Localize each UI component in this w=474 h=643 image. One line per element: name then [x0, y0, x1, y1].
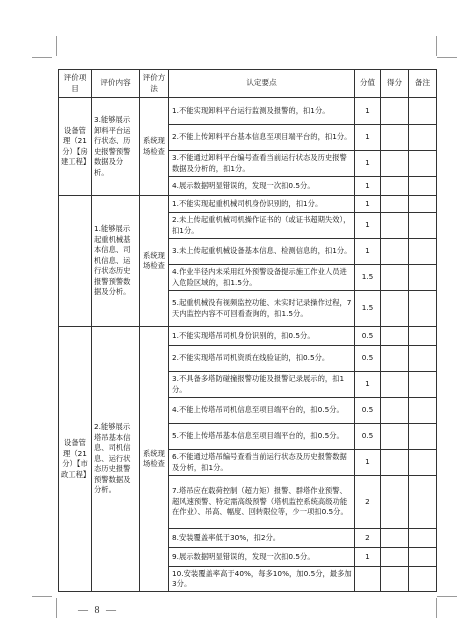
- remark-cell: [409, 346, 437, 372]
- score-cell: 1: [355, 548, 381, 567]
- remark-cell: [409, 450, 437, 476]
- criterion-cell: 1.不能实现塔吊司机身份识别的，扣0.5分。: [169, 327, 355, 346]
- header-content: 评价内容: [92, 70, 140, 98]
- criterion-cell: 4.展示数据明显错误的，发现一次扣0.5分。: [169, 177, 355, 196]
- earned-cell: [381, 398, 409, 424]
- criterion-cell: 3.不具备多塔防碰撞报警功能及报警记录展示的，扣1分。: [169, 372, 355, 398]
- earned-cell: [381, 476, 409, 529]
- evaluation-table: [58, 69, 437, 592]
- criterion-cell: 2.不能实现塔吊司机资质在线验证的，扣0.5分。: [169, 346, 355, 372]
- earned-cell: [381, 291, 409, 327]
- table-row: [59, 327, 437, 346]
- remark-cell: [409, 239, 437, 265]
- crop-mark-top-left: [32, 57, 52, 58]
- earned-cell: [381, 567, 409, 592]
- method-cell: 系统现场检查: [140, 98, 169, 196]
- criterion-cell: 1.不能实现卸料平台运行监测及报警的，扣1分。: [169, 98, 355, 125]
- criterion-cell: 4.作业半径内未采用红外预警设备提示施工作业人员进入危险区域的，扣1.5分。: [169, 265, 355, 291]
- table-header-row: [59, 70, 437, 98]
- earned-cell: [381, 98, 409, 125]
- criterion-cell: 5.不能上传塔吊基本信息至项目端平台的，扣0.5分。: [169, 424, 355, 450]
- earned-cell: [381, 239, 409, 265]
- criterion-cell: 4.不能上传塔吊司机信息至项目端平台的，扣0.5分。: [169, 398, 355, 424]
- crop-mark-bottom-right: [436, 598, 437, 618]
- criterion-cell: 2.不能上传卸料平台基本信息至项目端平台的，扣1分。: [169, 125, 355, 151]
- project-cell: 设备管理（21分）【房建工程】: [59, 98, 92, 196]
- remark-cell: [409, 125, 437, 151]
- header-score: 分值: [355, 70, 381, 98]
- score-cell: 2: [355, 529, 381, 548]
- table-row: [59, 196, 437, 213]
- criterion-cell: 5.起重机械没有视频监控功能、未实时记录操作过程，7天内监控内容不可回看查询的，扣1.5分。: [169, 291, 355, 327]
- score-cell: 0.5: [355, 398, 381, 424]
- earned-cell: [381, 196, 409, 213]
- header-project: 评价项目: [59, 70, 92, 98]
- header-earned: 得分: [381, 70, 409, 98]
- score-cell: 0.5: [355, 327, 381, 346]
- earned-cell: [381, 346, 409, 372]
- remark-cell: [409, 196, 437, 213]
- criterion-cell: 3.未上传起重机械设备基本信息、检测信息的，扣1分。: [169, 239, 355, 265]
- remark-cell: [409, 98, 437, 125]
- criterion-cell: 7.塔吊应在载荷控制（超力矩）报警、群塔作业预警、超风速预警、特定需高级预警（塔机监控系统高级功能在作业）、吊高、幅度、回转限位等，少一项扣0.5分。: [169, 476, 355, 529]
- earned-cell: [381, 529, 409, 548]
- criterion-cell: 1.不能实现起重机械司机身份识别的，扣1分。: [169, 196, 355, 213]
- content-cell: 2.能够展示塔吊基本信息、司机信息、运行状态历史报警预警数据及分析。: [92, 327, 140, 592]
- remark-cell: [409, 151, 437, 177]
- score-cell: 0.5: [355, 346, 381, 372]
- method-cell: 系统现场检查: [140, 327, 169, 592]
- remark-cell: [409, 567, 437, 592]
- remark-cell: [409, 476, 437, 529]
- score-cell: 1: [355, 196, 381, 213]
- criterion-cell: 2.未上传起重机械司机操作证书的（或证书超期失效），扣1分。: [169, 213, 355, 239]
- project-cell-continued: [59, 196, 92, 327]
- criterion-cell: 6.不能通过塔吊编号查看当前运行状态及历史报警数据及分析，扣1分。: [169, 450, 355, 476]
- crop-mark-top-left: [56, 36, 57, 56]
- content-cell: 1.能够展示起重机械基本信息、司机信息、运行状态历史报警预警数据及分析。: [92, 196, 140, 327]
- crop-mark-top-right: [436, 36, 437, 56]
- score-cell: 2: [355, 476, 381, 529]
- score-cell: 0.5: [355, 424, 381, 450]
- score-cell: 1: [355, 125, 381, 151]
- remark-cell: [409, 177, 437, 196]
- criterion-cell: 3.不能通过卸料平台编号查看当前运行状态及历史报警数据及分析的，扣1分。: [169, 151, 355, 177]
- crop-mark-bottom-left: [32, 596, 52, 597]
- header-key-points: 认定要点: [169, 70, 355, 98]
- score-cell: 1: [355, 177, 381, 196]
- criterion-cell: 10.安装覆盖率高于40%，每多10%，加0.5分，最多加3分。: [169, 567, 355, 592]
- score-cell: [355, 567, 381, 592]
- score-cell: 1: [355, 450, 381, 476]
- table-row: [59, 98, 437, 125]
- remark-cell: [409, 398, 437, 424]
- earned-cell: [381, 265, 409, 291]
- score-cell: 1.5: [355, 265, 381, 291]
- remark-cell: [409, 291, 437, 327]
- project-cell: 设备管理（21分）【市政工程】: [59, 327, 92, 592]
- remark-cell: [409, 213, 437, 239]
- crop-mark-bottom-left: [56, 598, 57, 618]
- score-cell: 1: [355, 213, 381, 239]
- score-cell: 1: [355, 151, 381, 177]
- earned-cell: [381, 548, 409, 567]
- earned-cell: [381, 424, 409, 450]
- earned-cell: [381, 151, 409, 177]
- content-cell: 3.能够展示卸料平台运行状态、历史报警预警数据及分析。: [92, 98, 140, 196]
- remark-cell: [409, 327, 437, 346]
- earned-cell: [381, 372, 409, 398]
- remark-cell: [409, 548, 437, 567]
- crop-mark-bottom-right: [437, 596, 457, 597]
- criterion-cell: 8.安装覆盖率低于30%，扣2分。: [169, 529, 355, 548]
- earned-cell: [381, 177, 409, 196]
- header-remarks: 备注: [409, 70, 437, 98]
- page-number: — 8 —: [78, 605, 118, 616]
- remark-cell: [409, 372, 437, 398]
- score-cell: 1: [355, 239, 381, 265]
- score-cell: 1.5: [355, 291, 381, 327]
- earned-cell: [381, 327, 409, 346]
- remark-cell: [409, 424, 437, 450]
- crop-mark-top-right: [437, 57, 457, 58]
- remark-cell: [409, 529, 437, 548]
- header-method: 评价方法: [140, 70, 169, 98]
- score-cell: 1: [355, 98, 381, 125]
- method-cell: 系统现场检查: [140, 196, 169, 327]
- earned-cell: [381, 450, 409, 476]
- earned-cell: [381, 125, 409, 151]
- earned-cell: [381, 213, 409, 239]
- remark-cell: [409, 265, 437, 291]
- criterion-cell: 9.展示数据明显错误的，发现一次扣0.5分。: [169, 548, 355, 567]
- score-cell: 1: [355, 372, 381, 398]
